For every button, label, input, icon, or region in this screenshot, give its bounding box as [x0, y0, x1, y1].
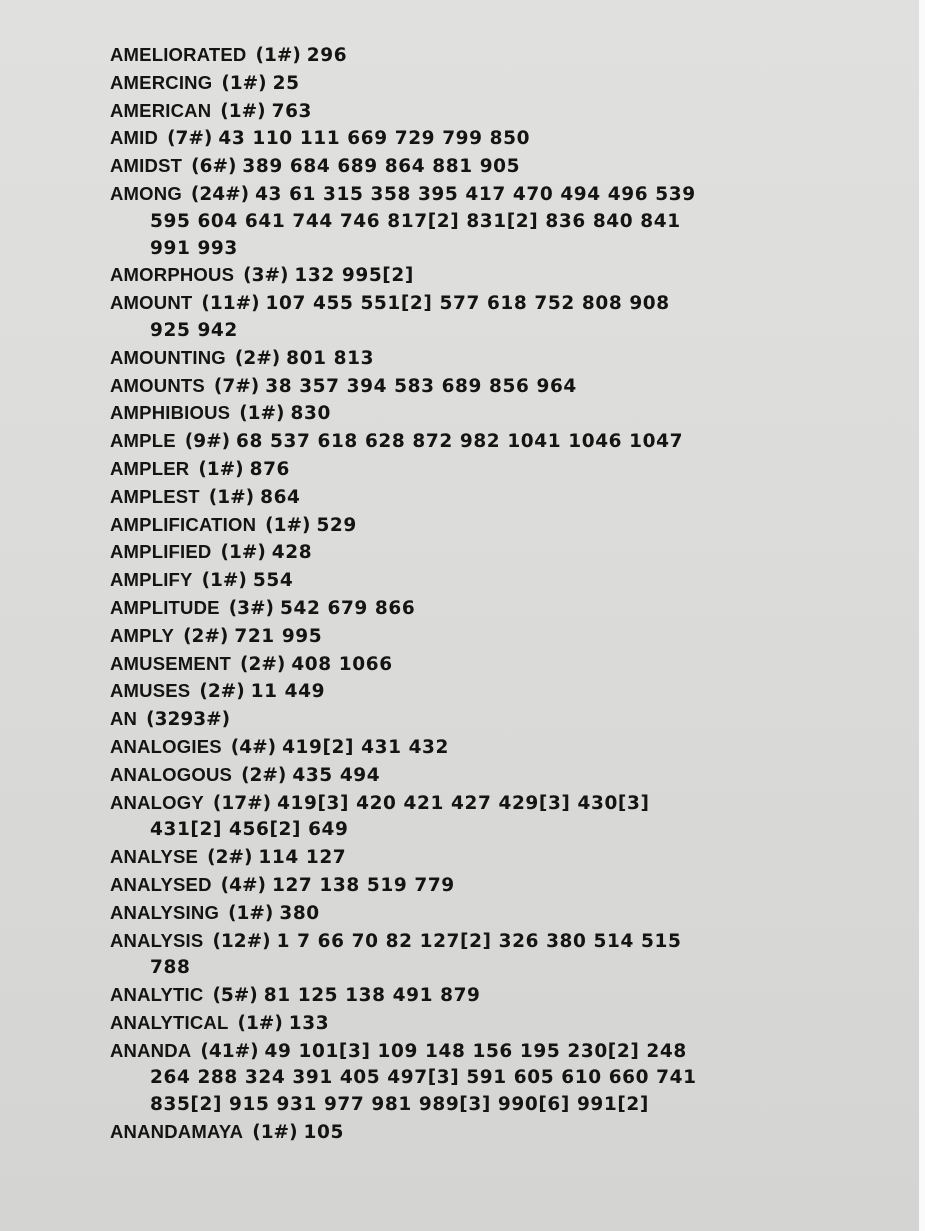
entry-page-refs: 428: [271, 542, 313, 564]
entry-word: AMPLY: [110, 624, 175, 646]
entry-word: AMPLEST: [110, 485, 200, 507]
entry-word: AMID: [110, 127, 159, 149]
entry-count: (1#): [228, 902, 274, 924]
entry-word: ANALYTICAL: [110, 1011, 229, 1033]
index-entry: [110, 982, 870, 1010]
entry-word: AMUSEMENT: [110, 652, 232, 674]
index-entry: [110, 567, 870, 595]
entry-page-refs: 38 357 394 583 689 856 964: [265, 375, 577, 397]
entry-page-refs: 419[3] 420 421 427 429[3] 430[3]: [277, 792, 650, 814]
entry-page-refs: 107 455 551[2] 577 618 752 808 908: [265, 293, 670, 315]
entry-word: AMOUNTING: [110, 346, 226, 368]
entry-page-refs: 864: [260, 486, 301, 508]
entry-page-refs: 529: [316, 514, 357, 536]
entry-word: AMUSES: [110, 680, 191, 702]
entry-count: (2#): [183, 625, 229, 647]
entry-page-refs: 380: [279, 902, 320, 924]
entry-count: (2#): [240, 653, 286, 675]
entry-word: ANALOGOUS: [110, 763, 233, 785]
entry-page-refs: 830: [290, 403, 331, 425]
index-entry: [110, 428, 870, 456]
entry-page-refs: 876: [249, 458, 291, 480]
index-entry: [110, 125, 870, 153]
index-entry: [110, 400, 870, 428]
entry-page-refs: 11 449: [250, 681, 326, 703]
entry-word: AMONG: [110, 182, 182, 204]
index-entry: [110, 345, 870, 373]
entry-page-refs: 68 537 618 628 872 982 1041 1046 1047: [236, 431, 684, 453]
entry-word: AMPLER: [110, 457, 190, 479]
entry-page-refs-continued: 264 288 324 391 405 497[3] 591 605 610 660 741: [150, 1067, 697, 1089]
index-entry: [110, 512, 870, 540]
entry-count: (7#): [167, 128, 213, 150]
entry-word: AMERCING: [110, 71, 213, 93]
index-entry: [110, 153, 870, 181]
index-entry: [110, 98, 870, 126]
entry-page-refs: 43 110 111 669 729 799 850: [218, 128, 531, 150]
index-entry: [110, 70, 870, 98]
entry-count: (1#): [220, 542, 266, 564]
entry-page-refs-continued: 595 604 641 744 746 817[2] 831[2] 836 840 841: [150, 210, 681, 232]
entry-count: (1#): [198, 458, 244, 480]
entry-count: (3#): [228, 597, 275, 619]
index-entry: [110, 651, 870, 679]
entry-word: AMPLE: [110, 430, 176, 452]
index-entry: [110, 678, 870, 706]
entry-page-refs: 554: [252, 570, 294, 592]
entry-count: (41#): [200, 1040, 259, 1062]
entry-word: AMPLITUDE: [110, 596, 220, 618]
entry-word: ANANDA: [110, 1039, 192, 1061]
entry-word: ANALYSED: [110, 873, 212, 895]
index-entry: [110, 290, 870, 318]
entry-word: AMERICAN: [110, 99, 212, 121]
entry-page-refs: 542 679 866: [280, 597, 416, 619]
entry-page-refs: 127 138 519 779: [271, 874, 455, 896]
entry-count: (2#): [241, 764, 287, 786]
entry-page-refs: 389 684 689 864 881 905: [242, 156, 521, 178]
entry-count: (1#): [201, 570, 247, 592]
index-entry: [110, 623, 870, 651]
index-entry: [110, 262, 870, 290]
entry-count: (1#): [220, 100, 266, 122]
entry-word: AMPHIBIOUS: [110, 402, 231, 424]
entry-page-refs-continued: 431[2] 456[2] 649: [150, 819, 349, 841]
entry-word: AMPLIFY: [110, 569, 193, 591]
entry-count: (5#): [212, 985, 258, 1007]
entry-word: ANANDAMAYA: [110, 1121, 244, 1143]
entry-count: (1#): [221, 72, 267, 94]
entry-page-refs: 81 125 138 491 879: [263, 985, 481, 1007]
index-entry: [110, 181, 870, 209]
index-entry: [110, 1010, 870, 1038]
index-entry: [110, 539, 870, 567]
entry-page-refs-continued: 835[2] 915 931 977 981 989[3] 990[6] 991[2]: [150, 1094, 649, 1116]
index-entry: [110, 1119, 870, 1147]
entry-count: (12#): [212, 930, 271, 952]
entry-page-refs: 408 1066: [291, 653, 393, 675]
concordance-list: [110, 42, 870, 1147]
entry-page-refs: 721 995: [234, 625, 323, 647]
entry-count: (3293#): [146, 709, 231, 731]
entry-count: (1#): [237, 1012, 283, 1034]
index-entry: [110, 42, 870, 70]
entry-page-refs: 43 61 315 358 395 417 470 494 496 539: [255, 183, 696, 205]
entry-page-refs: 25: [272, 72, 300, 94]
entry-word: AMOUNT: [110, 292, 193, 314]
entry-word: ANALOGY: [110, 791, 204, 813]
entry-count: (2#): [199, 681, 245, 703]
index-entry: [110, 928, 870, 956]
entry-count: (1#): [208, 486, 255, 508]
index-entry: [110, 706, 870, 734]
index-entry: [110, 1038, 870, 1066]
entry-count: (9#): [184, 431, 231, 453]
entry-count: (7#): [213, 375, 260, 397]
entry-page-refs: 763: [271, 100, 313, 122]
entry-count: (1#): [252, 1122, 298, 1144]
entry-page-refs-continued: 991 993: [150, 237, 238, 259]
index-entry: [110, 762, 870, 790]
entry-page-refs: 801 813: [286, 347, 375, 369]
entry-count: (17#): [212, 792, 272, 814]
entry-page-refs: 114 127: [258, 847, 347, 869]
entry-word: AMORPHOUS: [110, 264, 235, 286]
entry-word: AMOUNTS: [110, 374, 205, 396]
entry-count: (1#): [265, 514, 311, 536]
entry-word: AMPLIFICATION: [110, 513, 257, 535]
entry-page-refs: 435 494: [292, 764, 381, 786]
entry-page-refs: 132 995[2]: [294, 265, 414, 287]
index-entry: [110, 456, 870, 484]
entry-page-refs: 1 7 66 70 82 127[2] 326 380 514 515: [276, 930, 682, 952]
entry-word: ANALYSING: [110, 901, 220, 923]
entry-count: (1#): [255, 45, 301, 66]
entry-count: (6#): [191, 156, 237, 178]
index-entry: [110, 844, 870, 872]
entry-word: AN: [110, 708, 138, 730]
entry-page-refs-continued: 788: [150, 957, 191, 979]
index-entry: [110, 790, 870, 818]
entry-count: (1#): [239, 403, 285, 425]
entry-page-refs: 133: [288, 1012, 330, 1034]
index-entry: [110, 595, 870, 623]
entry-word: AMPLIFIED: [110, 541, 212, 563]
entry-page-refs-continued: 925 942: [150, 319, 238, 341]
entry-word: ANALOGIES: [110, 735, 222, 757]
entry-count: (24#): [190, 183, 250, 205]
index-entry: [110, 373, 870, 401]
entry-page-refs: 296: [306, 45, 348, 66]
index-entry: [110, 900, 870, 928]
entry-page-refs: 49 101[3] 109 148 156 195 230[2] 248: [264, 1040, 687, 1062]
entry-count: (2#): [207, 847, 253, 869]
entry-word: AMIDST: [110, 155, 183, 177]
entry-page-refs: 419[2] 431 432: [282, 736, 449, 758]
entry-count: (11#): [201, 293, 260, 315]
entry-count: (4#): [230, 736, 277, 758]
entry-count: (4#): [220, 874, 266, 896]
entry-word: ANALYSE: [110, 846, 199, 868]
entry-word: ANALYTIC: [110, 984, 204, 1006]
entry-word: ANALYSIS: [110, 929, 204, 951]
entry-word: AMELIORATED: [110, 44, 247, 65]
entry-count: (3#): [243, 265, 289, 287]
index-entry: [110, 734, 870, 762]
index-entry: [110, 484, 870, 512]
index-entry: [110, 872, 870, 900]
entry-page-refs: 105: [303, 1122, 344, 1144]
entry-count: (2#): [234, 347, 281, 369]
